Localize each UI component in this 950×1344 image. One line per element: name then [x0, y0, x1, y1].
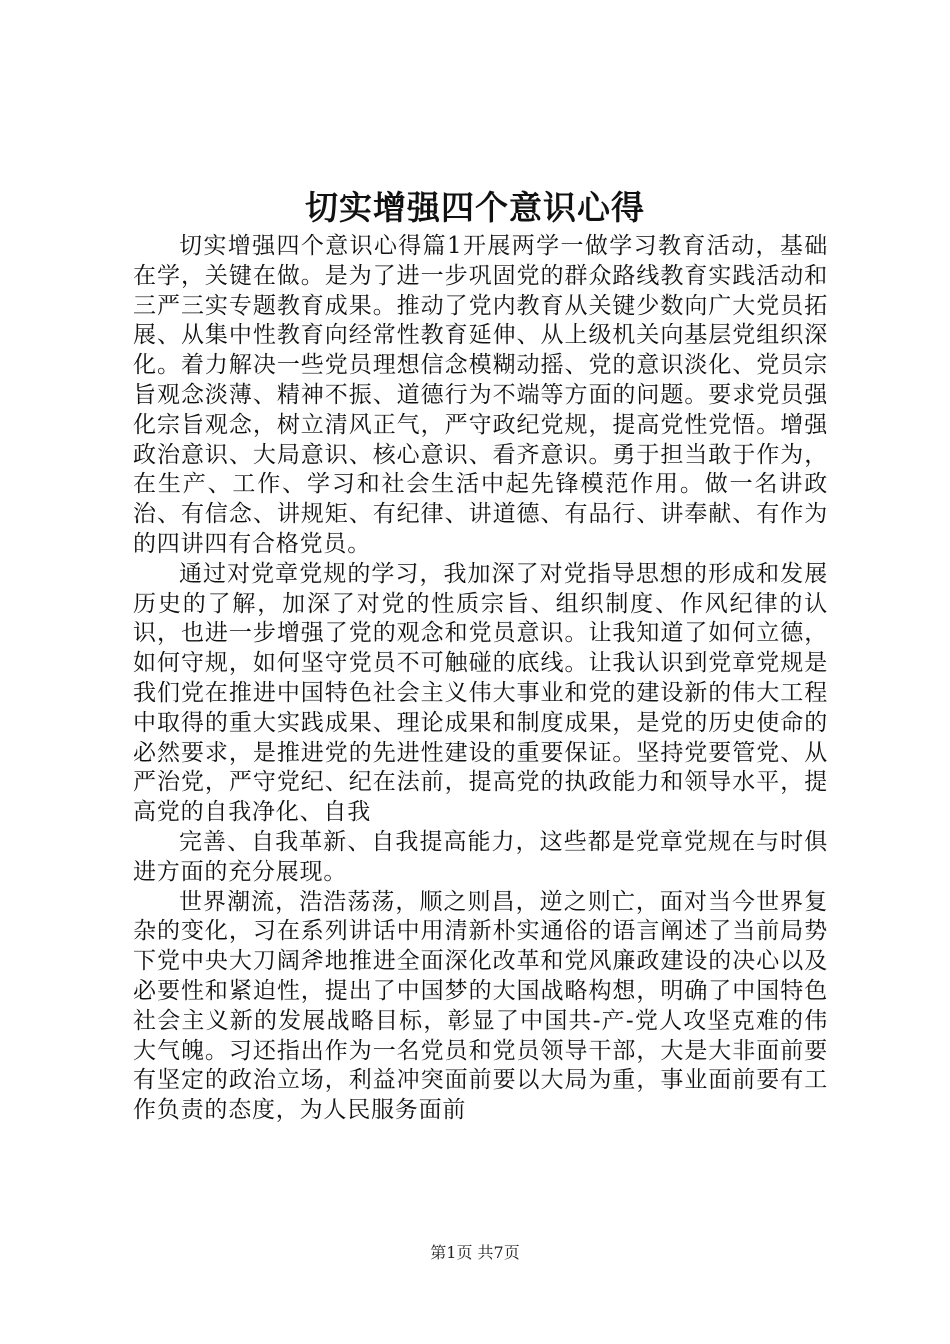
- paragraph-2: 通过对党章党规的学习，我加深了对党指导思想的形成和发展历史的了解，加深了对党的性质宗旨、组织制度、作风纪律的认识，也进一步增强了党的观念和党员意识。让我知道了如何立德，如何守规，如何坚守党员不可触碰的底线。让我认识到党章党规是我们党在推进中国特色社会主义伟大事业和党的建设新的伟大工程中取得的重大实践成果、理论成果和制度成果，是党的历史使命的必然要求，是推进党的先进性建设的重要保证。坚持党要管党、从严治党，严守党纪、纪在法前，提高党的执政能力和领导水平，提高党的自我净化、自我: [133, 560, 828, 826]
- paragraph-3: 完善、自我革新、自我提高能力，这些都是党章党规在与时俱进方面的充分展现。: [133, 828, 828, 885]
- paragraph-1: 切实增强四个意识心得篇1开展两学一做学习教育活动，基础在学，关键在做。是为了进一步巩固党的群众路线教育实践活动和三严三实专题教育成果。推动了党内教育从关键少数向广大党员拓展、从集中性教育向经常性教育延伸、从上级机关向基层党组织深化。着力解决一些党员理想信念模糊动摇、党的意识淡化、党员宗旨观念淡薄、精神不振、道德行为不端等方面的问题。要求党员强化宗旨观念，树立清风正气，严守政纪党规，提高党性党悟。增强政治意识、大局意识、核心意识、看齐意识。勇于担当敢于作为，在生产、工作、学习和社会生活中起先锋模范作用。做一名讲政治、有信念、讲规矩、有纪律、讲道德、有品行、讲奉献、有作为的四讲四有合格党员。: [133, 233, 828, 557]
- paragraph-4: 世界潮流，浩浩荡荡，顺之则昌，逆之则亡，面对当今世界复杂的变化，习在系列讲话中用清新朴实通俗的语言阐述了当前局势下党中央大刀阔斧地推进全面深化改革和党风廉政建设的决心以及必要性和紧迫性，提出了中国梦的大国战略构想，明确了中国特色社会主义新的发展战略目标，彰显了中国共-产-党人攻坚克难的伟大气魄。习还指出作为一名党员和党员领导干部，大是大非面前要有坚定的政治立场，利益冲突面前要以大局为重，事业面前要有工作负责的态度，为人民服务面前: [133, 888, 828, 1124]
- page-title: 切实增强四个意识心得: [305, 188, 645, 227]
- page-footer: 第1页 共7页: [430, 1243, 520, 1262]
- document-body: [133, 232, 828, 1126]
